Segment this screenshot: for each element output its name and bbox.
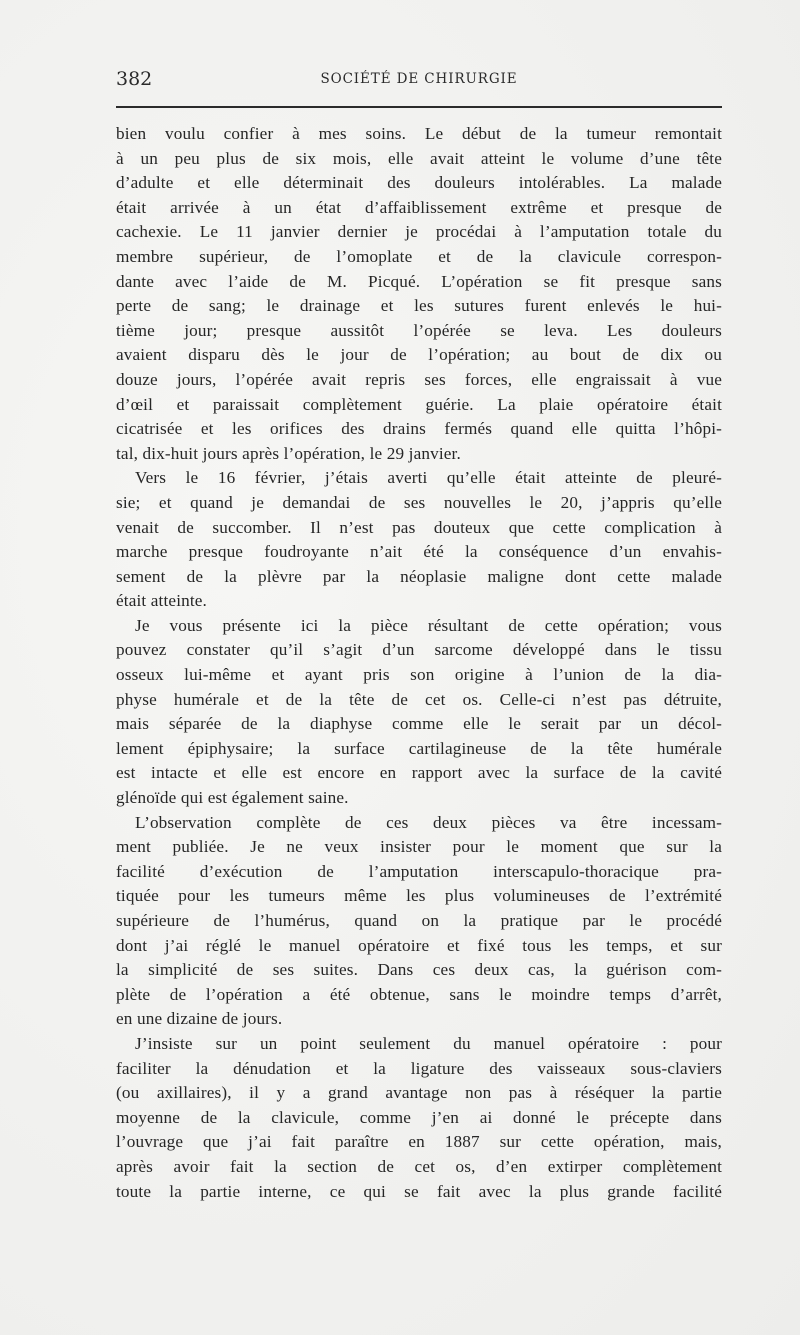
text-line: bien voulu confier à mes soins. Le début de la tumeur remontait <box>116 124 722 143</box>
text-line: la simplicité de ses suites. Dans ces deux cas, la guérison com- <box>116 960 722 980</box>
text-line: sement de la plèvre par la néoplasie maligne dont cette malade <box>116 566 722 586</box>
text-line: cicatrisée et les orifices des drains fermés quand elle quitta l’hôpi- <box>116 419 722 439</box>
text-line: supérieure de l’humérus, quand on la pratique par le procédé <box>116 911 722 930</box>
text-line: faciliter la dénudation et la ligature des vaisseaux sous-claviers <box>116 1058 722 1078</box>
text-line: à un peu plus de six mois, elle avait atteint le volume d’une tête <box>116 148 722 168</box>
paragraph-3 <box>116 614 722 811</box>
text-line: (ou axillaires), il y a grand avantage non pas à réséquer la partie <box>116 1083 722 1103</box>
text-line: Vers le 16 février, j’étais averti qu’elle était atteinte de pleuré- <box>135 468 722 488</box>
paragraph-1 <box>116 122 722 466</box>
text-line: plète de l’opération a été obtenue, sans le moindre temps d’arrêt, <box>116 984 722 1004</box>
page-number: 382 <box>116 68 153 90</box>
text-line: membre supérieur, de l’omoplate et de la clavicule correspon- <box>116 246 722 266</box>
running-title: SOCIÉTÉ DE CHIRURGIE <box>320 71 518 87</box>
text-line: avaient disparu dès le jour de l’opération; au bout de dix ou <box>116 345 722 365</box>
text-line: était arrivée à un état d’affaiblissement extrême et presque de <box>116 197 722 217</box>
body-text <box>116 122 722 1204</box>
text-line: d’adulte et elle déterminait des douleurs intolérables. La malade <box>116 173 722 193</box>
text-line: toute la partie interne, ce qui se fait avec la plus grande facilité <box>116 1181 722 1201</box>
text-line: moyenne de la clavicule, comme j’en ai donné le précepte dans <box>116 1107 722 1127</box>
text-line: dont j’ai réglé le manuel opératoire et fixé tous les temps, et sur <box>116 935 722 955</box>
text-line: facilité d’exécution de l’amputation interscapulo-thoracique pra- <box>116 861 722 881</box>
text-line: douze jours, l’opérée avait repris ses forces, elle engraissait à vue <box>116 369 722 389</box>
text-line: J’insiste sur un point seulement du manuel opératoire : pour <box>135 1033 722 1053</box>
text-line: en une dizaine de jours. <box>116 1009 283 1029</box>
text-line: perte de sang; le drainage et les sutures furent enlevés le hui- <box>116 296 722 316</box>
text-line: L’observation complète de ces deux pièces va être incessam- <box>135 812 722 832</box>
text-line: mais séparée de la diaphyse comme elle le serait par un décol- <box>116 714 722 734</box>
text-line: lement épiphysaire; la surface cartilagineuse de la tête humérale <box>116 738 722 758</box>
text-line: était atteinte. <box>116 591 208 611</box>
paragraph-2 <box>116 466 722 614</box>
text-line: l’ouvrage que j’ai fait paraître en 1887 sur cette opération, mais, <box>116 1132 722 1152</box>
text-line: physe humérale et de la tête de cet os. Celle-ci n’est pas détruite, <box>116 689 722 709</box>
text-line: pouvez constater qu’il s’agit d’un sarcome développé dans le tissu <box>116 640 722 660</box>
paragraph-5 <box>116 1032 722 1204</box>
text-line: glénoïde qui est également saine. <box>116 788 349 808</box>
text-line: sie; et quand je demandai de ses nouvelles le 20, j’appris qu’elle <box>116 492 722 512</box>
running-head <box>116 68 722 94</box>
text-line: marche presque foudroyante n’ait été la conséquence d’un envahis- <box>116 542 722 562</box>
text-line: ment publiée. Je ne veux insister pour le moment que sur la <box>116 837 722 857</box>
text-line: dante avec l’aide de M. Picqué. L’opération se fit presque sans <box>116 271 722 291</box>
text-line: tal, dix-huit jours après l’opération, le 29 janvier. <box>116 443 461 463</box>
text-line: cachexie. Le 11 janvier dernier je procédai à l’amputation totale du <box>116 222 722 242</box>
text-line: d’œil et paraissait complètement guérie. La plaie opératoire était <box>116 394 722 414</box>
text-line: tième jour; presque aussitôt l’opérée se leva. Les douleurs <box>116 320 722 340</box>
text-line: osseux lui-même et ayant pris son origine à l’union de la dia- <box>116 665 722 685</box>
header-rule <box>116 106 722 108</box>
text-line: après avoir fait la section de cet os, d’en extirper complètement <box>116 1156 722 1176</box>
text-line: venait de succomber. Il n’est pas douteux que cette complication à <box>116 517 722 537</box>
text-line: tiquée pour les tumeurs même les plus volumineuses de l’extrémité <box>116 886 722 906</box>
paragraph-4 <box>116 811 722 1032</box>
text-line: est intacte et elle est encore en rapport avec la surface de la cavité <box>116 763 722 783</box>
text-line: Je vous présente ici la pièce résultant de cette opération; vous <box>135 615 722 635</box>
